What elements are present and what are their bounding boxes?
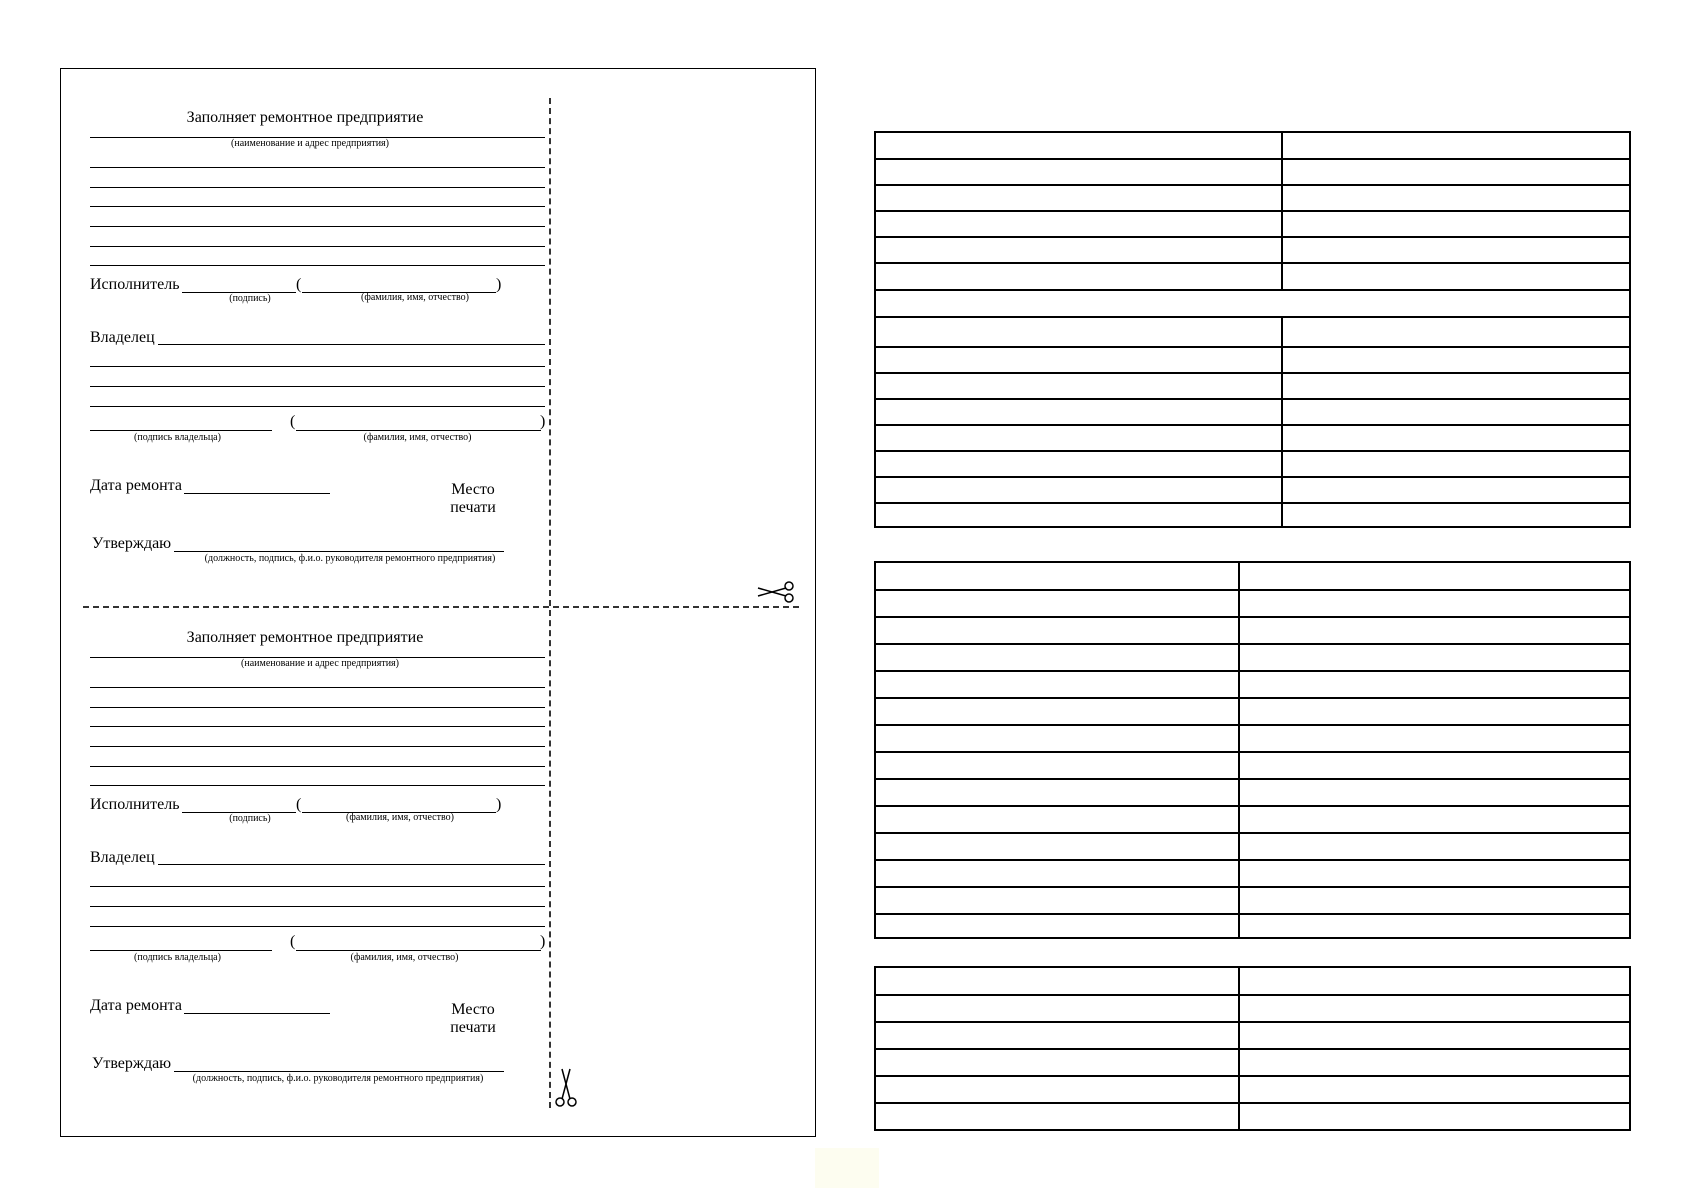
row-divider	[876, 643, 1629, 645]
owner-line	[90, 406, 545, 407]
company-line	[90, 746, 545, 747]
owner-sign-caption: (подпись владельца)	[134, 432, 221, 443]
row-divider	[876, 589, 1629, 591]
stamp-place: печати	[450, 1019, 496, 1036]
paren-close: )	[496, 796, 502, 813]
executor-label: Исполнитель	[90, 796, 180, 813]
company-line	[90, 206, 545, 207]
paren-open: (	[296, 796, 302, 813]
row-divider	[876, 751, 1629, 753]
row-divider	[876, 424, 1629, 426]
owner-name-line	[296, 950, 541, 951]
owner-line	[90, 366, 545, 367]
approve-caption: (должность, подпись, ф.и.о. руководителя ремонтного предприятия)	[192, 1073, 484, 1084]
stamp-place: печати	[450, 499, 496, 516]
scissors-icon	[756, 581, 796, 603]
company-line	[90, 785, 545, 786]
company-line	[90, 707, 545, 708]
date-line	[184, 1013, 330, 1014]
row-divider	[876, 210, 1629, 212]
paren-open: (	[296, 276, 302, 293]
company-line	[90, 226, 545, 227]
row-divider	[876, 346, 1629, 348]
row-divider	[876, 398, 1629, 400]
owner-line	[90, 886, 545, 887]
row-divider	[876, 1075, 1629, 1077]
row-divider	[876, 670, 1629, 672]
owner-line	[158, 344, 545, 345]
company-line	[90, 187, 545, 188]
company-line	[90, 265, 545, 266]
row-divider	[876, 886, 1629, 888]
executor-label: Исполнитель	[90, 276, 180, 293]
row-divider	[876, 372, 1629, 374]
scissors-icon	[555, 1067, 577, 1109]
row-divider	[876, 158, 1629, 160]
owner-line	[90, 906, 545, 907]
approve-line	[174, 551, 504, 552]
page-artifact	[815, 1148, 879, 1188]
empty-table	[874, 561, 1631, 939]
executor-name-caption: (фамилия, имя, отчество)	[346, 812, 454, 823]
row-divider	[876, 1102, 1629, 1104]
row-divider	[876, 832, 1629, 834]
owner-label: Владелец	[90, 329, 155, 346]
owner-line	[158, 864, 545, 865]
row-divider	[876, 1048, 1629, 1050]
approve-label: Утверждаю	[92, 1055, 172, 1072]
owner-line	[90, 926, 545, 927]
form-heading: Заполняет ремонтное предприятие	[186, 629, 424, 646]
stamp-place: Место	[451, 1001, 495, 1018]
company-line	[90, 687, 545, 688]
empty-table	[874, 966, 1631, 1131]
executor-sign-caption: (подпись)	[229, 293, 271, 304]
paren-close: )	[540, 933, 546, 950]
owner-name-caption: (фамилия, имя, отчество)	[350, 952, 459, 963]
owner-sign-line	[90, 950, 272, 951]
owner-sign-line	[90, 430, 272, 431]
approve-line	[174, 1071, 504, 1072]
owner-line	[90, 386, 545, 387]
approve-caption: (должность, подпись, ф.и.о. руководителя ремонтного предприятия)	[204, 553, 496, 564]
row-divider	[876, 859, 1629, 861]
empty-table	[874, 131, 1631, 528]
row-divider	[876, 724, 1629, 726]
approve-label: Утверждаю	[92, 535, 172, 552]
row-divider	[876, 316, 1629, 318]
owner-label: Владелец	[90, 849, 155, 866]
row-divider	[876, 502, 1629, 504]
paren-close: )	[540, 413, 546, 430]
company-line	[90, 246, 545, 247]
company-line	[90, 726, 545, 727]
row-divider	[876, 778, 1629, 780]
row-divider	[876, 184, 1629, 186]
owner-sign-caption: (подпись владельца)	[134, 952, 221, 963]
owner-name-line	[296, 430, 541, 431]
row-divider	[876, 476, 1629, 478]
company-caption: (наименование и адрес предприятия)	[231, 138, 389, 149]
company-caption: (наименование и адрес предприятия)	[241, 658, 399, 669]
row-divider	[876, 262, 1629, 264]
row-divider	[876, 450, 1629, 452]
row-divider	[876, 1021, 1629, 1023]
row-divider	[876, 289, 1629, 291]
repair-coupon-sheet	[60, 68, 816, 1137]
paren-close: )	[496, 276, 502, 293]
owner-name-caption: (фамилия, имя, отчество)	[363, 432, 472, 443]
row-divider	[876, 913, 1629, 915]
paren-open: (	[290, 933, 296, 950]
executor-name-caption: (фамилия, имя, отчество)	[361, 292, 469, 303]
company-line	[90, 167, 545, 168]
row-divider	[876, 616, 1629, 618]
date-label: Дата ремонта	[90, 477, 182, 494]
row-divider	[876, 697, 1629, 699]
company-line	[90, 766, 545, 767]
executor-sign-caption: (подпись)	[229, 813, 271, 824]
row-divider	[876, 236, 1629, 238]
vertical-cut-line	[549, 98, 551, 1108]
paren-open: (	[290, 413, 296, 430]
row-divider	[876, 994, 1629, 996]
stamp-place: Место	[451, 481, 495, 498]
row-divider	[876, 805, 1629, 807]
form-heading: Заполняет ремонтное предприятие	[186, 109, 424, 126]
date-line	[184, 493, 330, 494]
horizontal-cut-line	[83, 606, 799, 608]
date-label: Дата ремонта	[90, 997, 182, 1014]
